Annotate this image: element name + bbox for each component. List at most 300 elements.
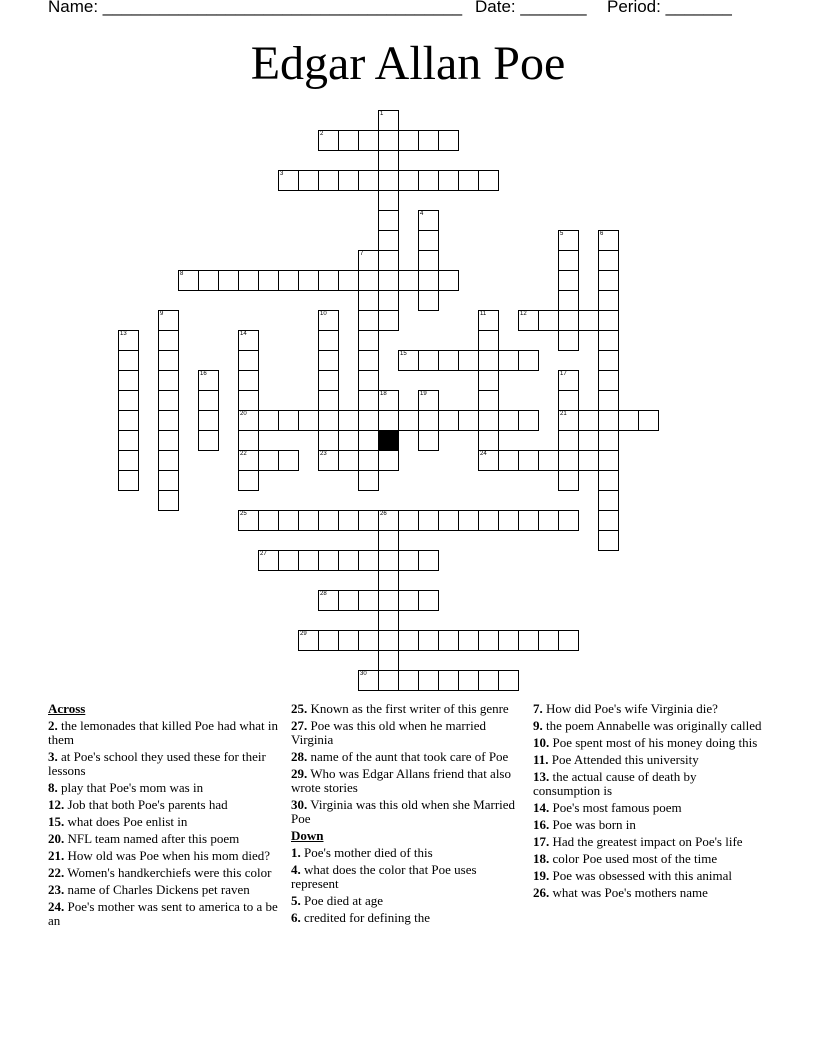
grid-cell[interactable]	[378, 270, 399, 291]
grid-cell[interactable]	[538, 450, 559, 471]
grid-cell[interactable]	[478, 630, 499, 651]
clue	[48, 798, 278, 812]
clue-number: 22	[240, 451, 247, 457]
clue	[48, 900, 278, 928]
grid-cell[interactable]	[578, 310, 599, 331]
clue	[48, 750, 278, 778]
clues-column-2	[291, 702, 521, 928]
grid-cell[interactable]	[458, 510, 479, 531]
grid-cell[interactable]	[378, 190, 399, 211]
grid-cell[interactable]	[158, 410, 179, 431]
grid-cell[interactable]	[618, 410, 639, 431]
clue-text: Job that both Poe's parents had	[64, 797, 228, 812]
clue-text: what does Poe enlist in	[64, 814, 188, 829]
grid-cell[interactable]	[198, 430, 219, 451]
clue-number: 13.	[533, 769, 550, 784]
clue-number: 4.	[291, 862, 301, 877]
grid-cell[interactable]	[458, 170, 479, 191]
clue-number: 6.	[291, 910, 301, 925]
grid-cell[interactable]	[338, 590, 359, 611]
grid-cell[interactable]	[478, 330, 499, 351]
period-field: Period: _______	[607, 0, 732, 16]
grid-cell[interactable]	[338, 130, 359, 151]
clue	[48, 781, 278, 795]
grid-cell[interactable]	[358, 550, 379, 571]
clue	[533, 719, 763, 733]
grid-cell[interactable]	[338, 550, 359, 571]
grid-cell[interactable]	[118, 350, 139, 371]
grid-cell[interactable]	[258, 410, 279, 431]
clue	[291, 798, 521, 826]
grid-cell[interactable]	[418, 430, 439, 451]
grid-cell[interactable]	[478, 370, 499, 391]
grid-cell[interactable]	[438, 410, 459, 431]
grid-cell[interactable]	[498, 410, 519, 431]
clue-number: 3.	[48, 749, 58, 764]
grid-cell[interactable]	[118, 470, 139, 491]
grid-cell[interactable]	[418, 550, 439, 571]
grid-cell[interactable]	[558, 250, 579, 271]
clue-text: the poem Annabelle was originally called	[542, 718, 762, 733]
grid-cell[interactable]	[518, 630, 539, 651]
grid-cell[interactable]	[358, 470, 379, 491]
clue-number: 16	[200, 371, 207, 377]
grid-cell[interactable]	[338, 630, 359, 651]
name-field: Name: ______________________________________	[48, 0, 463, 16]
grid-cell[interactable]	[238, 270, 259, 291]
clue-number: 5	[560, 231, 564, 237]
grid-cell[interactable]	[578, 450, 599, 471]
clue-text: Virginia was this old when she Married Poe	[291, 797, 516, 826]
clue	[291, 750, 521, 764]
clue	[533, 702, 763, 716]
grid-cell[interactable]	[458, 350, 479, 371]
clue-number: 14.	[533, 800, 550, 815]
grid-cell[interactable]	[398, 630, 419, 651]
across-clue-list	[48, 719, 278, 928]
grid-cell[interactable]	[398, 670, 419, 691]
grid-cell[interactable]	[538, 510, 559, 531]
clue-number: 12.	[48, 797, 65, 812]
clue-text: Who was Edgar Allans friend that also wrote stories	[291, 766, 511, 795]
clue-text: Poe's mother was sent to america to a be an	[48, 899, 278, 928]
grid-cell[interactable]	[118, 430, 139, 451]
clue-number: 9.	[533, 718, 543, 733]
grid-cell[interactable]	[378, 450, 399, 471]
clue-number: 4	[420, 211, 424, 217]
grid-cell[interactable]	[158, 470, 179, 491]
grid-cell[interactable]	[478, 430, 499, 451]
clue	[48, 883, 278, 897]
grid-cell[interactable]	[358, 310, 379, 331]
clue-number: 15	[400, 351, 407, 357]
grid-cell[interactable]	[378, 170, 399, 191]
clue-number: 8.	[48, 780, 58, 795]
clue-number: 29.	[291, 766, 308, 781]
grid-cell[interactable]	[458, 670, 479, 691]
grid-cell[interactable]	[378, 590, 399, 611]
grid-cell[interactable]	[278, 410, 299, 431]
grid-cell[interactable]	[518, 410, 539, 431]
down-clue-list	[533, 702, 763, 900]
grid-cell[interactable]	[478, 390, 499, 411]
grid-cell[interactable]	[158, 390, 179, 411]
clue-number: 18	[380, 391, 387, 397]
grid-cell[interactable]	[378, 410, 399, 431]
grid-cell[interactable]	[418, 250, 439, 271]
clue-text: credited for defining the	[300, 910, 430, 925]
grid-cell[interactable]	[598, 410, 619, 431]
grid-cell[interactable]	[598, 370, 619, 391]
clue-number: 1	[380, 111, 384, 117]
grid-cell[interactable]	[598, 290, 619, 311]
grid-cell[interactable]	[158, 490, 179, 511]
grid-cell[interactable]	[358, 590, 379, 611]
clue-number: 2	[320, 131, 324, 137]
clue-text: name of Charles Dickens pet raven	[64, 882, 250, 897]
clue-text: Poe was born in	[549, 817, 636, 832]
clue-number: 21.	[48, 848, 65, 863]
grid-cell[interactable]	[538, 310, 559, 331]
grid-cell[interactable]	[598, 250, 619, 271]
grid-cell[interactable]	[638, 410, 659, 431]
down-heading: Down	[291, 828, 324, 843]
grid-cell[interactable]	[538, 630, 559, 651]
grid-cell[interactable]	[378, 150, 399, 171]
clue-number: 16.	[533, 817, 550, 832]
grid-cell	[378, 430, 399, 451]
grid-cell[interactable]	[118, 390, 139, 411]
grid-cell[interactable]	[518, 510, 539, 531]
grid-cell[interactable]	[278, 550, 299, 571]
grid-cell[interactable]	[118, 410, 139, 431]
grid-cell[interactable]	[598, 390, 619, 411]
grid-cell[interactable]	[218, 270, 239, 291]
clue-text: name of the aunt that took care of Poe	[307, 749, 509, 764]
clue	[533, 886, 763, 900]
clue-number: 19.	[533, 868, 550, 883]
grid-cell[interactable]	[318, 390, 339, 411]
grid-cell[interactable]	[398, 130, 419, 151]
clue-number: 23.	[48, 882, 65, 897]
clue	[533, 852, 763, 866]
grid-cell[interactable]	[478, 350, 499, 371]
grid-cell[interactable]	[238, 370, 259, 391]
clue	[291, 894, 521, 908]
clue-text: How did Poe's wife Virginia die?	[542, 701, 718, 716]
grid-cell[interactable]	[418, 230, 439, 251]
grid-cell[interactable]	[558, 330, 579, 351]
grid-cell[interactable]	[378, 310, 399, 331]
grid-cell[interactable]	[378, 250, 399, 271]
grid-cell[interactable]	[418, 270, 439, 291]
grid-cell[interactable]	[278, 450, 299, 471]
clue-text: Had the greatest impact on Poe's life	[549, 834, 743, 849]
grid-cell[interactable]	[418, 510, 439, 531]
clue-number: 17	[560, 371, 567, 377]
grid-cell[interactable]	[318, 370, 339, 391]
grid-cell[interactable]	[338, 510, 359, 531]
grid-cell[interactable]	[238, 350, 259, 371]
clue-text: Poe was obsessed with this animal	[549, 868, 732, 883]
grid-cell[interactable]	[358, 330, 379, 351]
grid-cell[interactable]	[378, 550, 399, 571]
grid-cell[interactable]	[318, 630, 339, 651]
clues-column-1	[48, 702, 278, 931]
grid-cell[interactable]	[358, 390, 379, 411]
grid-cell[interactable]	[418, 590, 439, 611]
grid-cell[interactable]	[558, 310, 579, 331]
clue-text: the lemonades that killed Poe had what in them	[48, 718, 278, 747]
grid-cell[interactable]	[318, 510, 339, 531]
clue	[291, 719, 521, 747]
grid-cell[interactable]	[378, 670, 399, 691]
grid-cell[interactable]	[338, 410, 359, 431]
clue-text: Poe spent most of his money doing this	[549, 735, 758, 750]
grid-cell[interactable]	[358, 170, 379, 191]
grid-cell[interactable]	[238, 430, 259, 451]
grid-cell[interactable]	[318, 410, 339, 431]
clue	[48, 832, 278, 846]
clue-text: what does the color that Poe uses represent	[291, 862, 477, 891]
clue-number: 27.	[291, 718, 308, 733]
clue-number: 14	[240, 331, 247, 337]
grid-cell[interactable]	[358, 630, 379, 651]
grid-cell[interactable]	[438, 670, 459, 691]
grid-cell[interactable]	[398, 270, 419, 291]
clue-text: NFL team named after this poem	[64, 831, 240, 846]
grid-cell[interactable]	[298, 550, 319, 571]
clue	[291, 767, 521, 795]
clue	[291, 863, 521, 891]
grid-cell[interactable]	[318, 430, 339, 451]
grid-cell[interactable]	[118, 370, 139, 391]
grid-cell[interactable]	[478, 170, 499, 191]
clue-number: 15.	[48, 814, 65, 829]
clue-number: 9	[160, 311, 164, 317]
grid-cell[interactable]	[398, 550, 419, 571]
clue-number: 7.	[533, 701, 543, 716]
grid-cell[interactable]	[378, 570, 399, 591]
grid-cell[interactable]	[318, 350, 339, 371]
clue-number: 5.	[291, 893, 301, 908]
grid-cell[interactable]	[298, 510, 319, 531]
page-title: Edgar Allan Poe	[250, 37, 566, 90]
grid-cell[interactable]	[198, 270, 219, 291]
grid-cell[interactable]	[598, 510, 619, 531]
date-field: Date: _______	[475, 0, 587, 16]
grid-cell[interactable]	[238, 470, 259, 491]
grid-cell[interactable]	[378, 530, 399, 551]
grid-cell[interactable]	[378, 650, 399, 671]
grid-cell[interactable]	[378, 610, 399, 631]
clue-number: 22.	[48, 865, 65, 880]
grid-cell[interactable]	[318, 550, 339, 571]
grid-cell[interactable]	[318, 170, 339, 191]
grid-cell[interactable]	[298, 170, 319, 191]
grid-cell[interactable]	[498, 350, 519, 371]
clue	[291, 846, 521, 860]
clue-text: How old was Poe when his mom died?	[64, 848, 271, 863]
grid-cell[interactable]	[518, 450, 539, 471]
clue-number: 12	[520, 311, 527, 317]
grid-cell[interactable]	[358, 430, 379, 451]
grid-cell[interactable]	[258, 450, 279, 471]
clue-number: 29	[300, 631, 307, 637]
grid-cell[interactable]	[558, 450, 579, 471]
grid-cell[interactable]	[158, 430, 179, 451]
grid-cell[interactable]	[498, 630, 519, 651]
grid-cell[interactable]	[398, 170, 419, 191]
grid-cell[interactable]	[278, 270, 299, 291]
grid-cell[interactable]	[338, 170, 359, 191]
grid-cell[interactable]	[358, 130, 379, 151]
grid-cell[interactable]	[518, 350, 539, 371]
grid-cell[interactable]	[458, 410, 479, 431]
grid-cell[interactable]	[198, 390, 219, 411]
grid-cell[interactable]	[418, 170, 439, 191]
grid-cell[interactable]	[558, 270, 579, 291]
down-clue-list	[291, 846, 521, 925]
grid-cell[interactable]	[558, 470, 579, 491]
grid-cell[interactable]	[418, 630, 439, 651]
grid-cell[interactable]	[558, 290, 579, 311]
grid-cell[interactable]	[358, 350, 379, 371]
grid-cell[interactable]	[598, 430, 619, 451]
grid-cell[interactable]	[158, 450, 179, 471]
clue-text: Known as the first writer of this genre	[307, 701, 509, 716]
grid-cell[interactable]	[118, 450, 139, 471]
grid-cell[interactable]	[598, 270, 619, 291]
grid-cell[interactable]	[558, 630, 579, 651]
grid-cell[interactable]	[478, 670, 499, 691]
grid-cell[interactable]	[438, 270, 459, 291]
grid-cell[interactable]	[398, 410, 419, 431]
grid-cell[interactable]	[598, 470, 619, 491]
grid-cell[interactable]	[158, 350, 179, 371]
grid-cell[interactable]	[438, 630, 459, 651]
clue-number: 8	[180, 271, 184, 277]
grid-cell[interactable]	[498, 510, 519, 531]
grid-cell[interactable]	[558, 430, 579, 451]
grid-cell[interactable]	[378, 630, 399, 651]
grid-cell[interactable]	[438, 510, 459, 531]
clue-number: 18.	[533, 851, 550, 866]
grid-cell[interactable]	[558, 390, 579, 411]
clue-number: 24	[480, 451, 487, 457]
grid-cell[interactable]	[418, 670, 439, 691]
clue-text: Poe's mother died of this	[300, 845, 433, 860]
clue-number: 6	[600, 231, 604, 237]
grid-cell[interactable]	[258, 510, 279, 531]
clue	[533, 801, 763, 815]
grid-cell[interactable]	[378, 230, 399, 251]
grid-cell[interactable]	[598, 350, 619, 371]
clue	[291, 911, 521, 925]
grid-cell[interactable]	[578, 410, 599, 431]
grid-cell[interactable]	[358, 290, 379, 311]
clue-number: 30	[360, 671, 367, 677]
clue-text: at Poe's school they used these for their lessons	[48, 749, 266, 778]
clue-number: 27	[260, 551, 267, 557]
grid-cell[interactable]	[378, 290, 399, 311]
grid-cell[interactable]	[358, 270, 379, 291]
grid-cell[interactable]	[358, 450, 379, 471]
grid-cell[interactable]	[398, 590, 419, 611]
clue	[533, 736, 763, 750]
grid-cell[interactable]	[258, 270, 279, 291]
grid-cell[interactable]	[598, 450, 619, 471]
clue-number: 21	[560, 411, 567, 417]
grid-cell[interactable]	[158, 330, 179, 351]
grid-cell[interactable]	[498, 450, 519, 471]
grid-cell[interactable]	[358, 370, 379, 391]
grid-cell[interactable]	[458, 630, 479, 651]
clue-text: Poe was this old when he married Virginia	[291, 718, 486, 747]
grid-cell[interactable]	[338, 450, 359, 471]
grid-cell[interactable]	[378, 130, 399, 151]
grid-cell[interactable]	[438, 170, 459, 191]
grid-cell[interactable]	[418, 350, 439, 371]
grid-cell[interactable]	[558, 510, 579, 531]
grid-cell[interactable]	[598, 490, 619, 511]
grid-cell[interactable]	[438, 130, 459, 151]
clue-text: the actual cause of death by consumption is	[533, 769, 697, 798]
grid-cell[interactable]	[478, 510, 499, 531]
clue	[291, 702, 521, 716]
clue-number: 28.	[291, 749, 308, 764]
across-heading: Across	[48, 701, 86, 716]
grid-cell[interactable]	[498, 670, 519, 691]
clue	[533, 770, 763, 798]
clue	[533, 835, 763, 849]
grid-cell[interactable]	[158, 370, 179, 391]
grid-cell[interactable]	[418, 410, 439, 431]
grid-cell[interactable]	[298, 270, 319, 291]
grid-cell[interactable]	[598, 310, 619, 331]
clue-number: 20.	[48, 831, 65, 846]
grid-cell[interactable]	[298, 410, 319, 431]
clue	[533, 753, 763, 767]
grid-cell[interactable]	[338, 270, 359, 291]
clue-number: 13	[120, 331, 127, 337]
clue-number: 7	[360, 251, 364, 257]
grid-cell[interactable]	[398, 510, 419, 531]
clue-text: Poe's most famous poem	[549, 800, 682, 815]
grid-cell[interactable]	[598, 530, 619, 551]
clue-text: play that Poe's mom was in	[57, 780, 204, 795]
clue-number: 19	[420, 391, 427, 397]
grid-cell[interactable]	[318, 270, 339, 291]
clue-number: 25	[240, 511, 247, 517]
grid-cell[interactable]	[598, 330, 619, 351]
grid-cell[interactable]	[358, 410, 379, 431]
grid-cell[interactable]	[278, 510, 299, 531]
grid-cell[interactable]	[198, 410, 219, 431]
grid-cell[interactable]	[418, 290, 439, 311]
grid-cell[interactable]	[478, 410, 499, 431]
clue-number: 24.	[48, 899, 65, 914]
grid-cell[interactable]	[238, 390, 259, 411]
grid-cell[interactable]	[358, 510, 379, 531]
grid-cell[interactable]	[418, 130, 439, 151]
clue-number: 30.	[291, 797, 308, 812]
grid-cell[interactable]	[378, 210, 399, 231]
clue	[48, 849, 278, 863]
grid-cell[interactable]	[318, 330, 339, 351]
grid-cell[interactable]	[438, 350, 459, 371]
clue-number: 25.	[291, 701, 308, 716]
